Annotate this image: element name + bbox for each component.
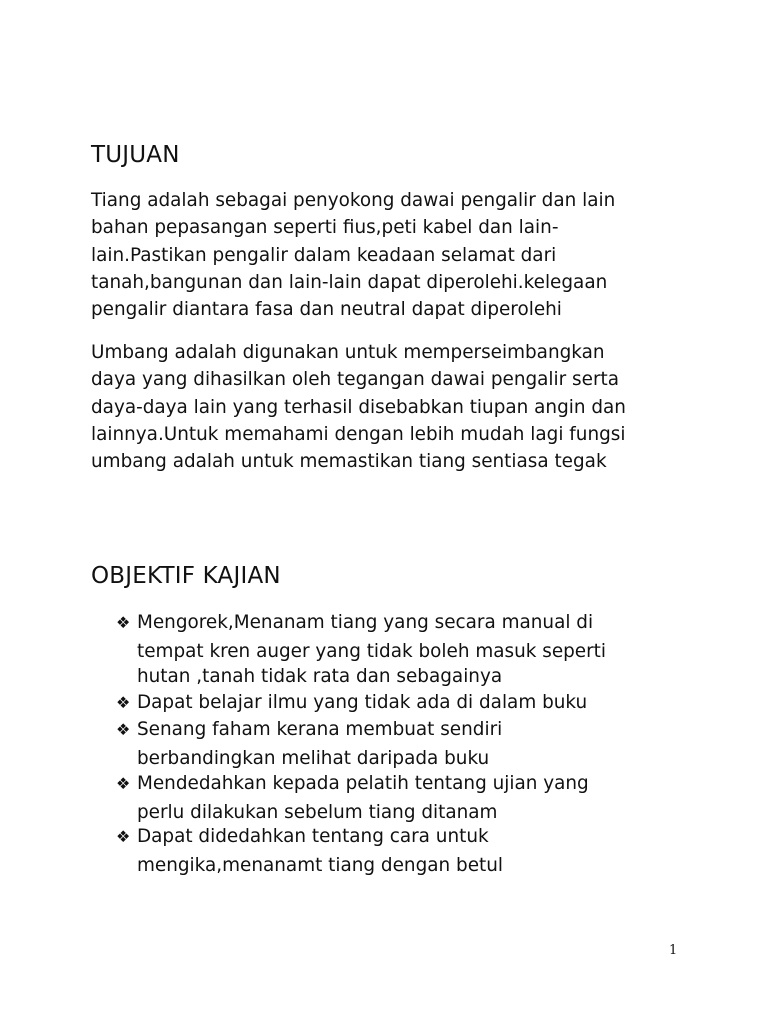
list-item-line: Mengorek,Menanam tiang yang secara manual di: [137, 612, 594, 633]
list-item-text: [137, 822, 503, 880]
list-item-line: Mendedahkan kepada pelatih tentang ujian yang: [137, 773, 589, 794]
paragraph-line: daya-daya lain yang terhasil disebabkan tiupan angin dan: [91, 396, 626, 418]
paragraph-line: lain.Pastikan pengalir dalam keadaan selamat dari: [91, 244, 557, 266]
paragraph-line: bahan pepasangan seperti fius,peti kabel dan lain-: [91, 217, 559, 239]
list-item-line: Dapat didedahkan tentang cara untuk: [137, 826, 489, 847]
list-item-line: mengika,menanamt tiang dengan betul: [137, 855, 503, 876]
paragraph-umbang: [91, 339, 691, 475]
section-heading-objektif-kajian: OBJEKTIF KAJIAN: [91, 563, 281, 589]
paragraph-line: daya yang dihasilkan oleh tegangan dawai pengalir serta: [91, 369, 619, 391]
diamond-bullet-icon: ❖: [116, 720, 131, 739]
diamond-bullet-icon: ❖: [116, 774, 131, 793]
list-item-line: berbandingkan melihat daripada buku: [137, 748, 490, 769]
paragraph-line: Umbang adalah digunakan untuk memperseimbangkan: [91, 342, 605, 363]
diamond-bullet-icon: ❖: [116, 693, 131, 712]
list-item-line: tempat kren auger yang tidak boleh masuk seperti: [137, 641, 607, 662]
diamond-bullet-icon: ❖: [116, 827, 131, 846]
paragraph-line: tanah,bangunan dan lain-lain dapat diperolehi.kelegaan: [91, 271, 608, 293]
paragraph-line: pengalir diantara fasa dan neutral dapat diperolehi: [91, 299, 562, 321]
page-number: 1: [669, 943, 678, 958]
paragraph-line: Tiang adalah sebagai penyokong dawai pengalir dan lain: [91, 190, 616, 211]
list-item-text: [137, 769, 589, 827]
list-item-line: Dapat belajar ilmu yang tidak ada di dalam buku: [137, 692, 588, 713]
list-item-line: hutan ,tanah tidak rata dan sebagainya: [137, 666, 503, 687]
section-heading-tujuan: TUJUAN: [91, 142, 180, 168]
diamond-bullet-icon: ❖: [116, 613, 131, 632]
list-item-text: [137, 688, 587, 717]
list-item-text: [137, 715, 502, 773]
paragraph-tiang: [91, 187, 691, 323]
paragraph-line: umbang adalah untuk memastikan tiang sentiasa tegak: [91, 451, 607, 473]
paragraph-line: lainnya.Untuk memahami dengan lebih mudah lagi fungsi: [91, 423, 626, 445]
list-item-text: [137, 608, 606, 688]
list-item-line: perlu dilakukan sebelum tiang ditanam: [137, 802, 498, 823]
list-item-line: Senang faham kerana membuat sendiri: [137, 719, 503, 740]
